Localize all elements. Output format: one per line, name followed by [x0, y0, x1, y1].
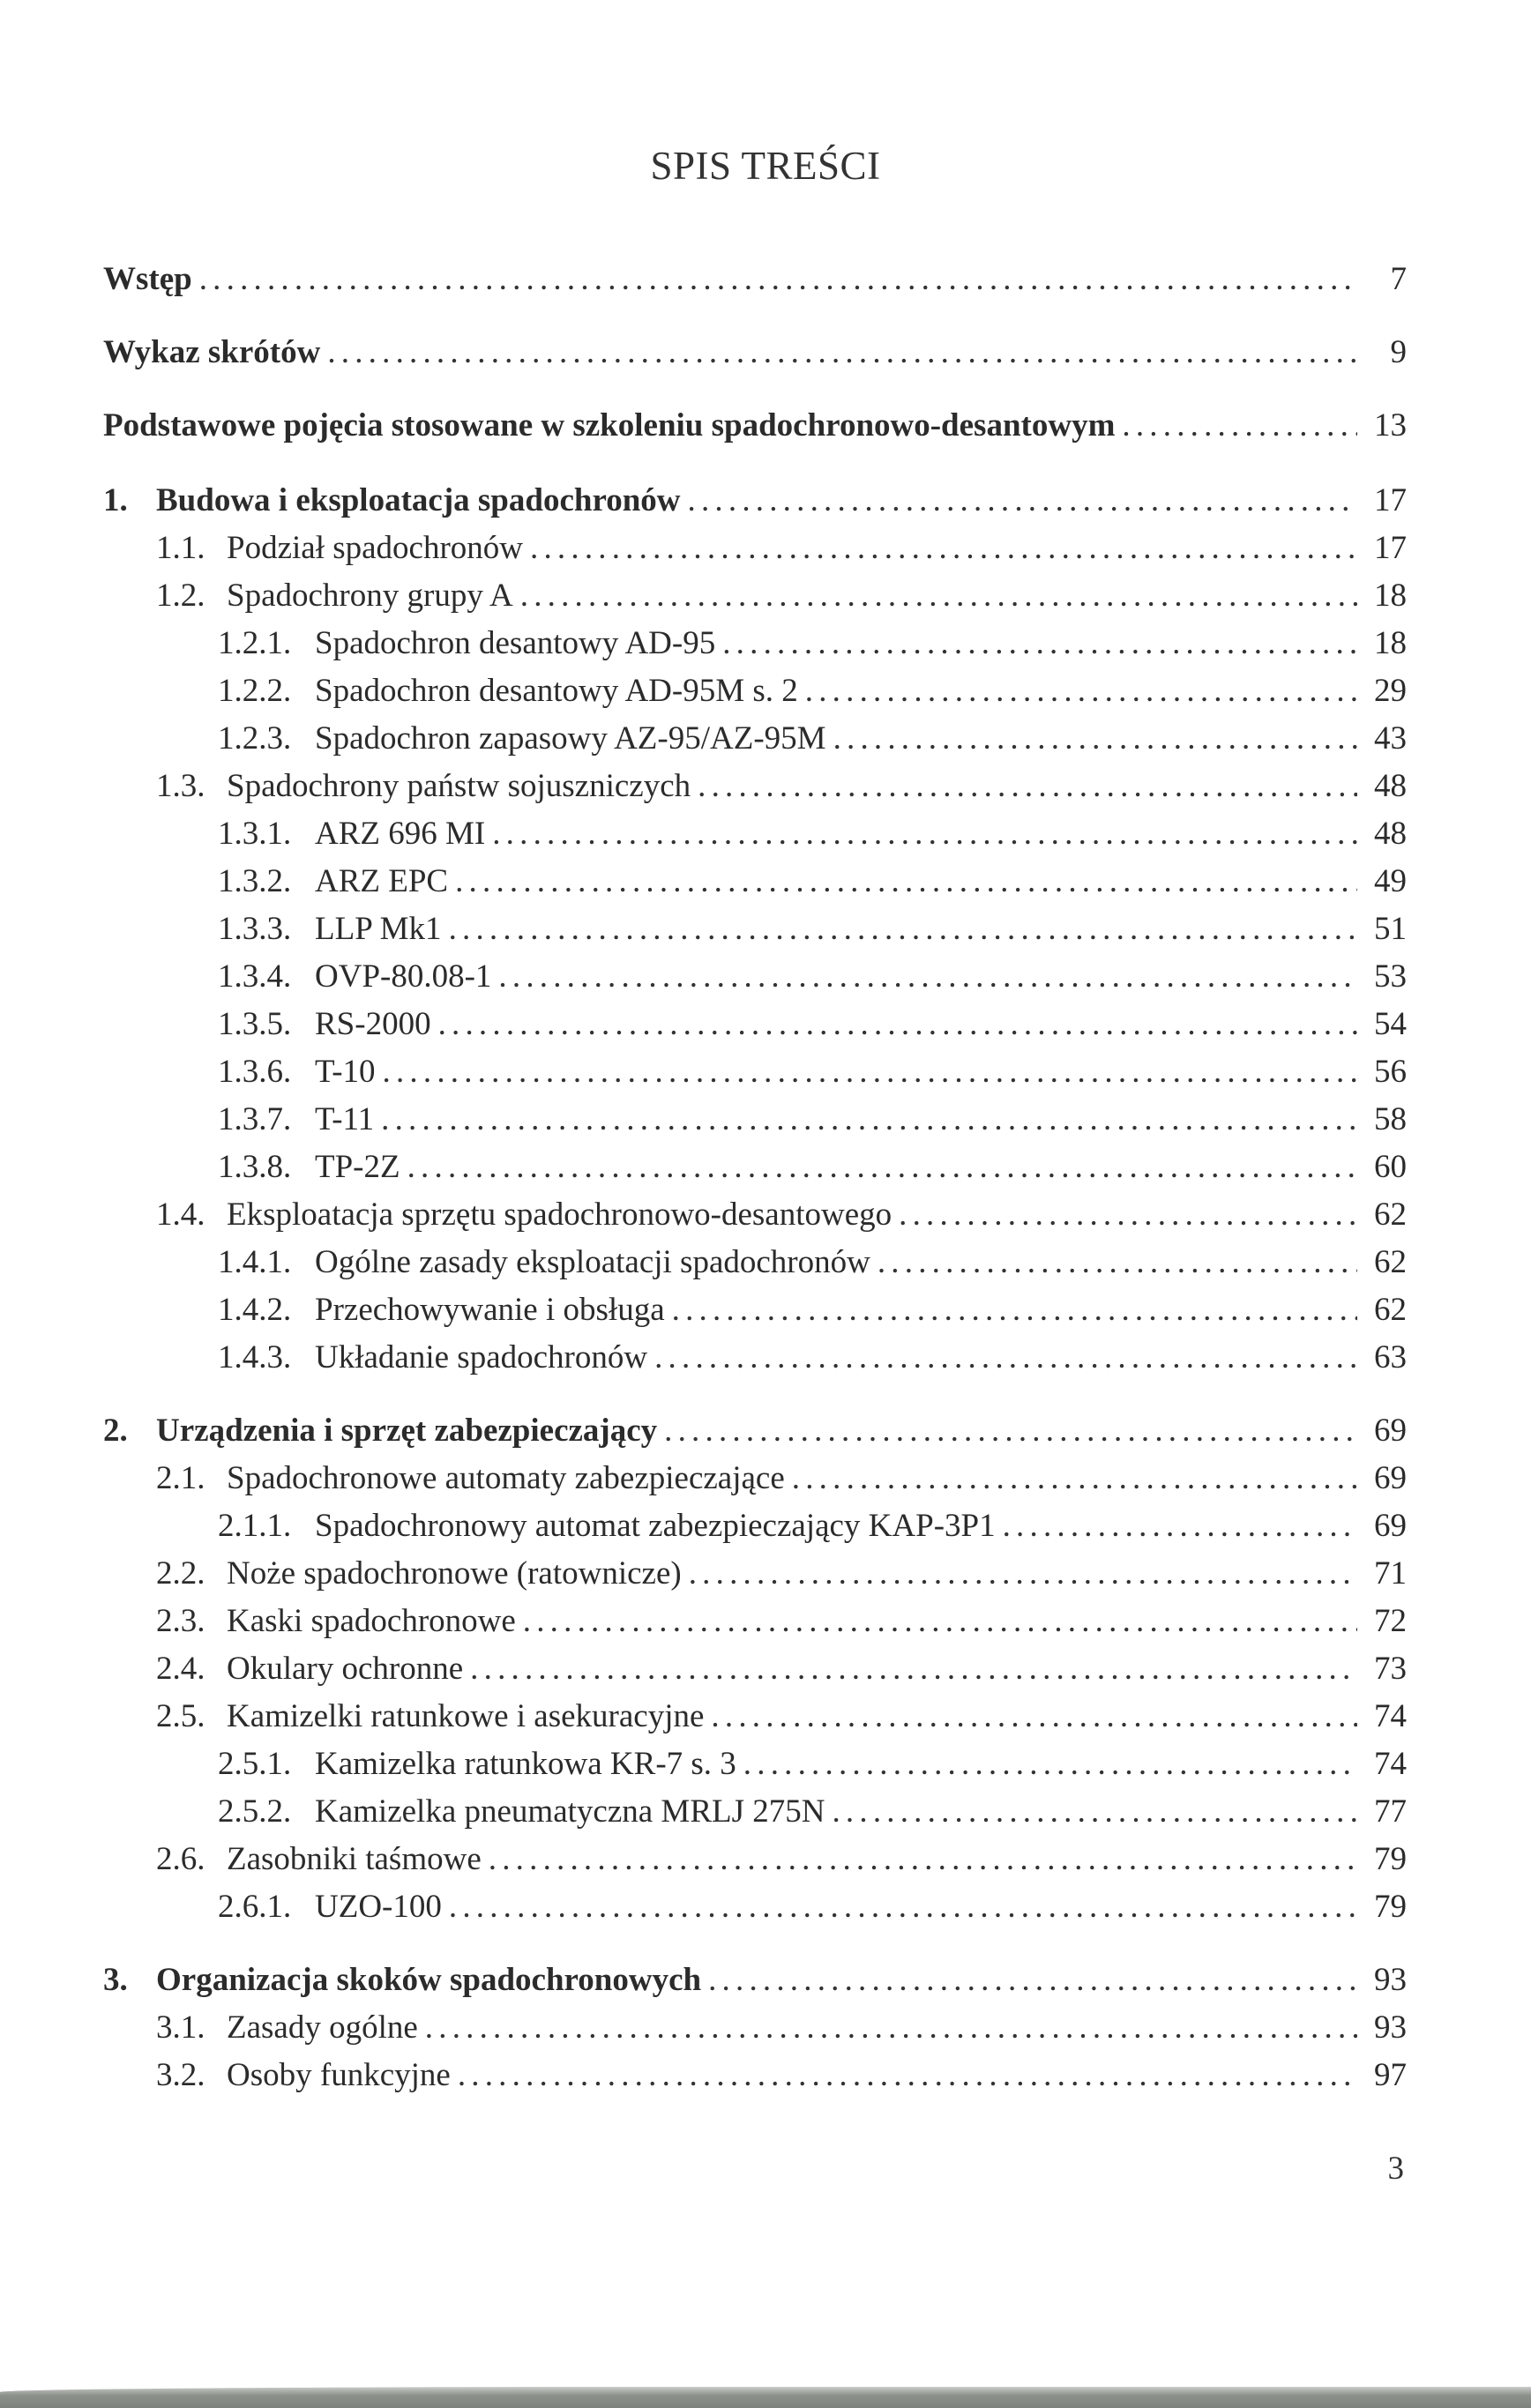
- dot-leader: [530, 525, 1357, 572]
- scan-edge-shadow: [0, 2387, 1531, 2408]
- toc-entry-page: 74: [1374, 1746, 1407, 1782]
- dot-leader: [458, 2052, 1357, 2099]
- dot-leader: [498, 953, 1357, 1001]
- toc-entry-number: 1.3.: [156, 768, 205, 804]
- toc-entry[interactable]: [103, 953, 1407, 1001]
- dot-leader: [489, 1836, 1357, 1883]
- toc-entry-number: 2.6.: [156, 1841, 205, 1877]
- toc-entry-title: Spadochron zapasowy AZ-95/AZ-95M: [315, 720, 826, 757]
- toc-entry[interactable]: [103, 1598, 1407, 1645]
- toc-entry-page: 18: [1374, 578, 1407, 614]
- toc-entry-page: 77: [1374, 1793, 1407, 1830]
- toc-entry-page: 74: [1374, 1698, 1407, 1734]
- toc-entry-number: 1.3.3.: [218, 911, 292, 947]
- toc-entry[interactable]: [103, 1096, 1407, 1144]
- toc-entry-number: 3.1.: [156, 2009, 205, 2046]
- page-number: 3: [1387, 2151, 1404, 2187]
- toc-entry-page: 7: [1390, 261, 1407, 297]
- toc-entry[interactable]: [103, 1788, 1407, 1836]
- toc-entry-number: 2.5.: [156, 1698, 205, 1734]
- toc-entry-title: Podstawowe pojęcia stosowane w szkoleniu spadochronowo-desantowym: [103, 407, 1116, 444]
- dot-leader: [425, 2004, 1357, 2052]
- toc-entry-title: T-11: [315, 1101, 375, 1137]
- toc-entry-number: 1.2.3.: [218, 720, 292, 757]
- toc-entry-title: Przechowywanie i obsługa: [315, 1292, 665, 1328]
- dot-leader: [1003, 1502, 1357, 1550]
- dot-leader: [688, 477, 1357, 525]
- dot-leader: [449, 1883, 1357, 1931]
- dot-leader: [327, 329, 1357, 376]
- dot-leader: [1122, 402, 1357, 450]
- toc-entry-number: 2.1.: [156, 1460, 205, 1496]
- toc-entry-number: 1.2.: [156, 578, 205, 614]
- toc-entry[interactable]: [103, 667, 1407, 715]
- dot-leader: [381, 1096, 1357, 1144]
- toc-entry[interactable]: [103, 1286, 1407, 1334]
- toc-entry-number: 1.1.: [156, 530, 205, 566]
- dot-leader: [833, 715, 1357, 763]
- toc-entry[interactable]: [103, 256, 1407, 303]
- toc-entry[interactable]: [103, 1883, 1407, 1931]
- toc-entry-title: Wstęp: [103, 261, 192, 297]
- dot-leader: [832, 1788, 1357, 1836]
- toc-entry-page: 9: [1390, 334, 1407, 370]
- toc-entry-title: Kamizelki ratunkowe i asekuracyjne: [227, 1698, 705, 1734]
- dot-leader: [722, 620, 1357, 667]
- dot-leader: [455, 858, 1357, 906]
- toc-entry-title: Spadochronowe automaty zabezpieczające: [227, 1460, 785, 1496]
- toc-entry[interactable]: [103, 763, 1407, 810]
- dot-leader: [805, 667, 1357, 715]
- toc-entry-title: Kamizelka ratunkowa KR-7 s. 3: [315, 1746, 736, 1782]
- toc-entry-number: 3.: [103, 1962, 128, 1998]
- toc-entry-page: 29: [1374, 673, 1407, 709]
- toc-entry-title: ARZ 696 MI: [315, 816, 486, 852]
- toc-entry-number: 1.3.2.: [218, 863, 292, 899]
- toc-entry-title: LLP Mk1: [315, 911, 442, 947]
- toc-entry-page: 69: [1374, 1413, 1407, 1449]
- dot-leader: [449, 906, 1357, 953]
- toc-entry[interactable]: [103, 1550, 1407, 1598]
- toc-entry-page: 71: [1374, 1555, 1407, 1592]
- toc-entry-title: Podział spadochronów: [227, 530, 524, 566]
- toc-entry[interactable]: [103, 1741, 1407, 1788]
- dot-leader: [878, 1239, 1357, 1286]
- toc-entry-page: 93: [1374, 2009, 1407, 2046]
- toc-entry[interactable]: [103, 1455, 1407, 1502]
- toc-entry-page: 49: [1374, 863, 1407, 899]
- toc-entry-title: Spadochronowy automat zabezpieczający KAP-3P1: [315, 1508, 996, 1544]
- toc-entry[interactable]: [103, 1144, 1407, 1191]
- toc-entry-number: 1.2.2.: [218, 673, 292, 709]
- toc-entry-number: 1.3.5.: [218, 1006, 292, 1042]
- toc-entry[interactable]: [103, 572, 1407, 620]
- dot-leader: [470, 1645, 1357, 1693]
- toc-entry-number: 1.4.3.: [218, 1339, 292, 1375]
- toc-entry-page: 51: [1374, 911, 1407, 947]
- toc-entry[interactable]: [103, 1836, 1407, 1883]
- toc-entry-page: 73: [1374, 1651, 1407, 1687]
- toc-entry-number: 1.4.: [156, 1197, 205, 1233]
- toc-entry-page: 54: [1374, 1006, 1407, 1042]
- toc-entry-number: 1.3.4.: [218, 958, 292, 995]
- dot-leader: [672, 1286, 1357, 1334]
- toc-entry-page: 69: [1374, 1460, 1407, 1496]
- toc-entry-title: Okulary ochronne: [227, 1651, 464, 1687]
- toc-entry[interactable]: [103, 1048, 1407, 1096]
- toc-entry[interactable]: [103, 1502, 1407, 1550]
- toc-entry[interactable]: [103, 402, 1407, 450]
- toc-entry-page: 72: [1374, 1603, 1407, 1639]
- toc-entry-page: 62: [1374, 1244, 1407, 1280]
- toc-entry-title: Budowa i eksploatacja spadochronów: [156, 482, 681, 518]
- dot-leader: [664, 1407, 1357, 1455]
- toc-entry-title: Eksploatacja sprzętu spadochronowo-desantowego: [227, 1197, 892, 1233]
- toc-entry-page: 58: [1374, 1101, 1407, 1137]
- toc-entry-title: Spadochrony grupy A: [227, 578, 513, 614]
- toc-entry-number: 2.6.1.: [218, 1889, 292, 1925]
- toc-entry-page: 48: [1374, 816, 1407, 852]
- dot-leader: [899, 1191, 1357, 1239]
- dot-leader: [492, 810, 1357, 858]
- dot-leader: [708, 1957, 1357, 2004]
- toc-entry-title: Organizacja skoków spadochronowych: [156, 1962, 702, 1998]
- toc-entry-page: 17: [1374, 530, 1407, 566]
- toc-entry[interactable]: [103, 1001, 1407, 1048]
- toc-entry-title: Układanie spadochronów: [315, 1339, 648, 1375]
- toc-entry-title: Zasady ogólne: [227, 2009, 418, 2046]
- toc-entry-number: 3.2.: [156, 2057, 205, 2093]
- toc-entry-title: Noże spadochronowe (ratownicze): [227, 1555, 682, 1592]
- dot-leader: [520, 572, 1357, 620]
- toc-entry-number: 1.: [103, 482, 128, 518]
- toc-entry-number: 2.5.2.: [218, 1793, 292, 1830]
- dot-leader: [523, 1598, 1357, 1645]
- toc-entry-title: Osoby funkcyjne: [227, 2057, 451, 2093]
- toc-entry-page: 13: [1374, 407, 1407, 444]
- dot-leader: [792, 1455, 1357, 1502]
- toc-entry-title: T-10: [315, 1054, 376, 1090]
- toc-entry-title: Zasobniki taśmowe: [227, 1841, 482, 1877]
- toc-entry-number: 2.: [103, 1413, 128, 1449]
- toc-entry-number: 1.4.1.: [218, 1244, 292, 1280]
- page-title: SPIS TREŚCI: [650, 144, 881, 189]
- toc-entry-title: RS-2000: [315, 1006, 431, 1042]
- toc-entry[interactable]: [103, 1693, 1407, 1741]
- toc-entry-number: 2.2.: [156, 1555, 205, 1592]
- toc-entry-number: 2.1.1.: [218, 1508, 292, 1544]
- toc-entry-title: Kamizelka pneumatyczna MRLJ 275N: [315, 1793, 825, 1830]
- toc-entry-page: 60: [1374, 1149, 1407, 1185]
- toc-entry-number: 2.4.: [156, 1651, 205, 1687]
- toc-entry[interactable]: [103, 715, 1407, 763]
- toc-entry-title: Spadochrony państw sojuszniczych: [227, 768, 691, 804]
- toc-entry-page: 97: [1374, 2057, 1407, 2093]
- dot-leader: [689, 1550, 1357, 1598]
- toc-entry-title: Kaski spadochronowe: [227, 1603, 516, 1639]
- toc-entry[interactable]: [103, 1334, 1407, 1382]
- toc-entry-page: 62: [1374, 1197, 1407, 1233]
- toc-entry-page: 56: [1374, 1054, 1407, 1090]
- toc-entry-number: 1.3.8.: [218, 1149, 292, 1185]
- toc-entry[interactable]: [103, 477, 1407, 525]
- toc-entry-page: 43: [1374, 720, 1407, 757]
- dot-leader: [383, 1048, 1357, 1096]
- dot-leader: [199, 256, 1357, 303]
- toc-entry[interactable]: [103, 1645, 1407, 1693]
- toc-entry-page: 62: [1374, 1292, 1407, 1328]
- toc-entry[interactable]: [103, 2052, 1407, 2099]
- toc-entry-title: Ogólne zasady eksploatacji spadochronów: [315, 1244, 870, 1280]
- toc-entry-page: 53: [1374, 958, 1407, 995]
- toc-entry[interactable]: [103, 620, 1407, 667]
- toc-entry-number: 1.4.2.: [218, 1292, 292, 1328]
- toc-entry-page: 63: [1374, 1339, 1407, 1375]
- dot-leader: [438, 1001, 1357, 1048]
- toc-entry-number: 2.3.: [156, 1603, 205, 1639]
- toc-entry-number: 1.2.1.: [218, 625, 292, 661]
- toc-entry-page: 93: [1374, 1962, 1407, 1998]
- toc-entry[interactable]: [103, 858, 1407, 906]
- toc-entry-title: TP-2Z: [315, 1149, 400, 1185]
- toc-entry-page: 17: [1374, 482, 1407, 518]
- toc-entry[interactable]: [103, 1191, 1407, 1239]
- toc-entry-title: Urządzenia i sprzęt zabezpieczający: [156, 1413, 658, 1449]
- toc-entry-number: 1.3.6.: [218, 1054, 292, 1090]
- toc-entry-title: Wykaz skrótów: [103, 334, 321, 370]
- dot-leader: [654, 1334, 1357, 1382]
- toc-entry-number: 2.5.1.: [218, 1746, 292, 1782]
- toc-entry-title: OVP-80.08-1: [315, 958, 492, 995]
- toc-entry-number: 1.3.7.: [218, 1101, 292, 1137]
- toc-entry-page: 79: [1374, 1841, 1407, 1877]
- toc-entry[interactable]: [103, 525, 1407, 572]
- toc-entry-title: UZO-100: [315, 1889, 442, 1925]
- toc-entry[interactable]: [103, 2004, 1407, 2052]
- toc-entry-title: Spadochron desantowy AD-95: [315, 625, 716, 661]
- toc-entry-title: ARZ EPC: [315, 863, 449, 899]
- toc-entry[interactable]: [103, 810, 1407, 858]
- toc-entry-page: 18: [1374, 625, 1407, 661]
- toc-entry[interactable]: [103, 1957, 1407, 2004]
- dot-leader: [711, 1693, 1357, 1741]
- toc-entry[interactable]: [103, 329, 1407, 376]
- toc-entry-number: 1.3.1.: [218, 816, 292, 852]
- toc-entry-page: 48: [1374, 768, 1407, 804]
- dot-leader: [407, 1144, 1357, 1191]
- dot-leader: [743, 1741, 1357, 1788]
- toc-entry[interactable]: [103, 1407, 1407, 1455]
- toc-entry-title: Spadochron desantowy AD-95M s. 2: [315, 673, 798, 709]
- dot-leader: [698, 763, 1357, 810]
- toc-entry[interactable]: [103, 1239, 1407, 1286]
- toc-entry-page: 79: [1374, 1889, 1407, 1925]
- toc-entry-page: 69: [1374, 1508, 1407, 1544]
- toc-entry[interactable]: [103, 906, 1407, 953]
